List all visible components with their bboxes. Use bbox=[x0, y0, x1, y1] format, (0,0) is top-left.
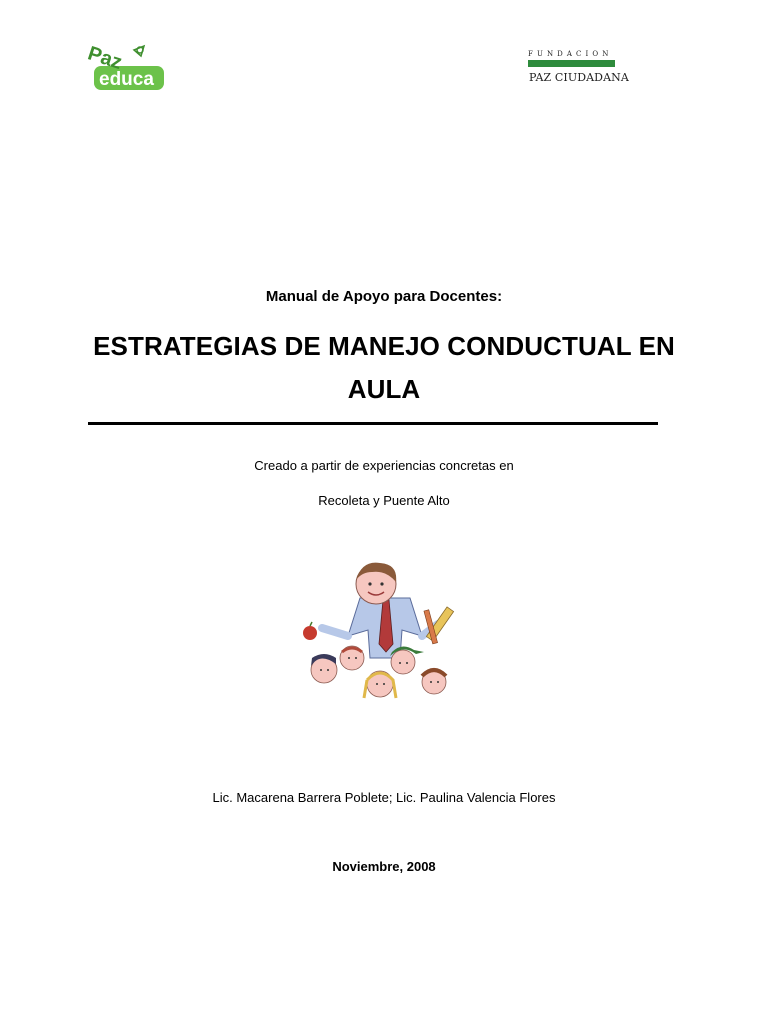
paz-educa-logo bbox=[86, 42, 166, 94]
logo-green-bar bbox=[528, 60, 615, 67]
authors-text: Lic. Macarena Barrera Poblete; Lic. Paulina Valencia Flores bbox=[212, 790, 556, 805]
document-title bbox=[86, 325, 682, 411]
publication-date: Noviembre, 2008 bbox=[332, 859, 436, 874]
title-line-2: AULA bbox=[347, 374, 421, 404]
teacher-children-illustration bbox=[300, 558, 470, 708]
title-line-1: ESTRATEGIAS DE MANEJO CONDUCTUAL EN bbox=[93, 331, 675, 361]
locations-text: Recoleta y Puente Alto bbox=[318, 493, 450, 508]
logo-paz-text: Paz bbox=[86, 42, 125, 75]
logo-fundacion-text: FUNDACION bbox=[528, 50, 613, 58]
fundacion-paz-ciudadana-logo bbox=[528, 50, 629, 90]
logo-paz-ciudadana-text: PAZ CIUDADANA bbox=[529, 71, 629, 84]
title-divider bbox=[88, 422, 658, 425]
logo-educa-text: educa bbox=[99, 69, 154, 90]
created-from-text: Creado a partir de experiencias concretas en bbox=[254, 458, 514, 473]
document-subtitle: Manual de Apoyo para Docentes: bbox=[265, 288, 503, 305]
